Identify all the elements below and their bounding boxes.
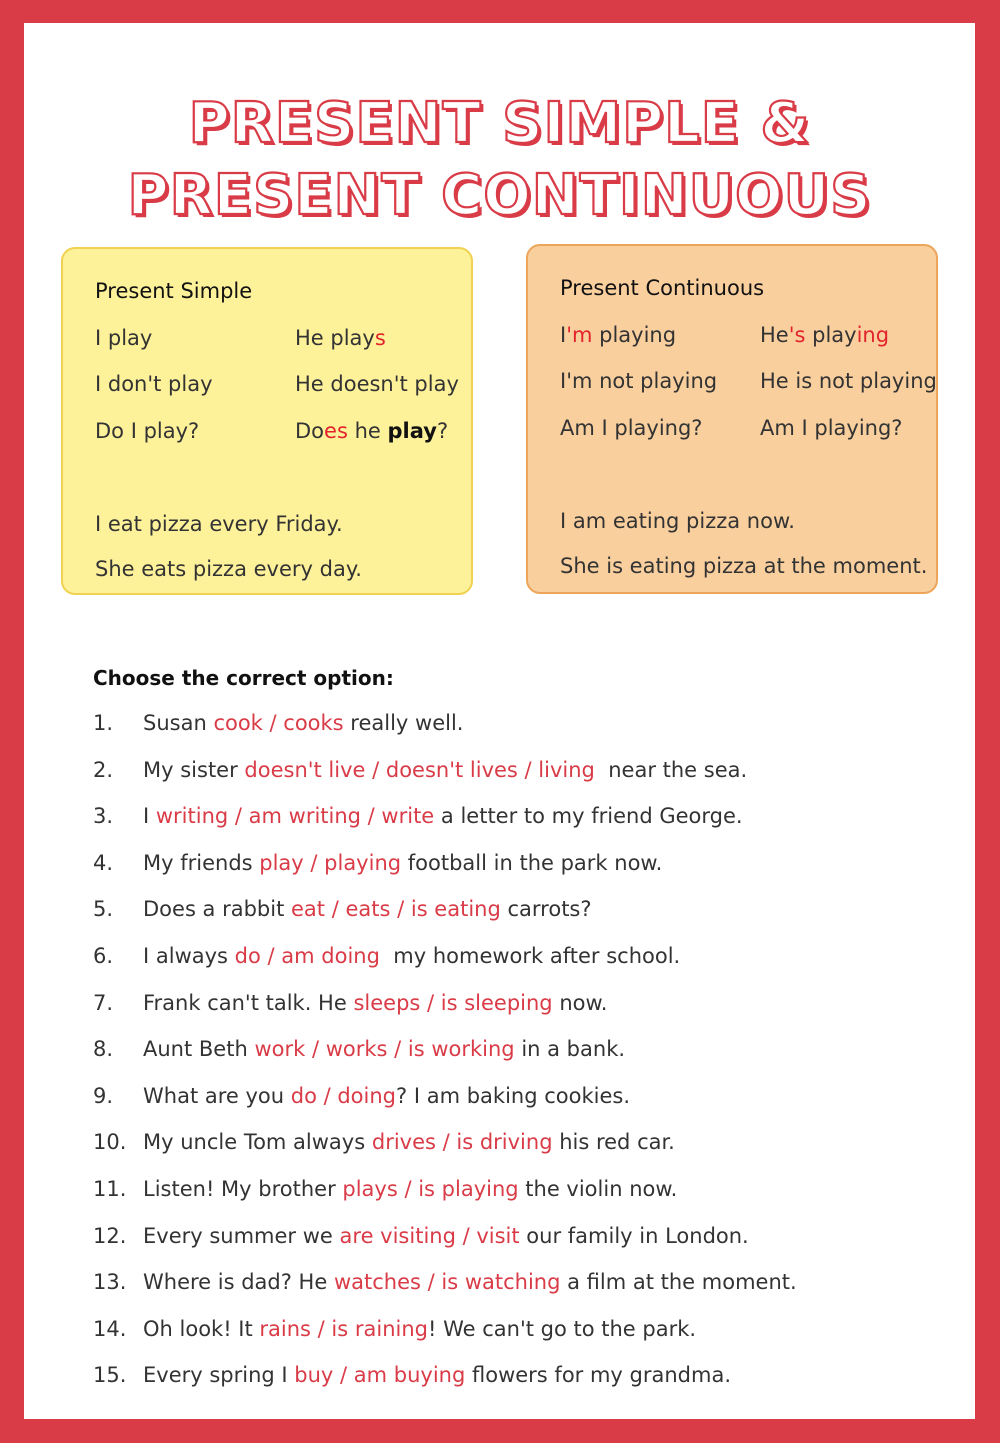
exercise-number: 1. [93, 711, 114, 735]
exercise-text-before: Susan [143, 711, 214, 735]
exercise-number: 3. [93, 804, 114, 829]
exercise-item [93, 758, 747, 782]
exercise-options[interactable]: drives / is driving [371, 1130, 553, 1155]
pc-row3-col2: Am I playing? [760, 416, 903, 440]
pc-row2-col2: He is not playing [760, 369, 937, 393]
exercise-text-before: Every spring I [143, 1363, 295, 1388]
exercise-text-after: now. [552, 990, 608, 1015]
ps-example-1: I eat pizza every Friday. [95, 512, 343, 536]
ps-row1-col2: He plays [295, 326, 386, 350]
exercise-item [93, 1177, 677, 1201]
exercise-text-before: What are you [143, 1083, 291, 1108]
exercise-text-after: his red car. [552, 1130, 675, 1155]
pc-row3-col1: Am I playing? [560, 416, 703, 440]
exercise-instruction: Choose the correct option: [93, 666, 394, 690]
exercise-text-after: the violin now. [518, 1177, 678, 1201]
exercise-options[interactable]: sleeps / is sleeping [353, 990, 553, 1015]
present-continuous-heading: Present Continuous [560, 276, 765, 300]
exercise-options[interactable]: plays / is playing [342, 1177, 519, 1201]
present-continuous-box [526, 244, 938, 594]
exercise-number: 5. [93, 897, 114, 922]
ps-row2-col1: I don't play [95, 372, 213, 396]
exercise-text-after: a film at the moment. [560, 1270, 797, 1295]
ps-row3-col1: Do I play? [95, 419, 200, 443]
exercise-item [93, 1037, 625, 1061]
exercise-item [93, 1130, 675, 1154]
exercise-item [93, 944, 680, 968]
exercise-number: 12. [93, 1223, 127, 1248]
title-line-1: PRESENT SIMPLE & [188, 91, 811, 156]
exercise-text-before: Aunt Beth [143, 1037, 255, 1062]
exercise-text-before: I [143, 804, 156, 829]
present-simple-box [61, 247, 473, 595]
exercise-number: 4. [93, 850, 114, 875]
exercise-text-after: near the sea. [594, 757, 748, 782]
exercise-item [93, 851, 662, 875]
exercise-item [93, 804, 743, 828]
exercise-item [93, 1224, 749, 1248]
exercise-text-after: a letter to my friend George. [434, 804, 743, 829]
ps-row3-col2: Does he play? [295, 419, 449, 443]
exercise-text-before: Oh look! It [143, 1316, 260, 1341]
exercise-text-after: in a bank. [514, 1037, 626, 1062]
pc-example-1: I am eating pizza now. [560, 509, 795, 533]
exercise-number: 11. [93, 1177, 127, 1201]
pc-row2-col1: I'm not playing [560, 369, 718, 393]
exercise-text-after: my homework after school. [379, 944, 681, 968]
exercise-options[interactable]: buy / am buying [294, 1363, 466, 1388]
exercise-text-before: Frank can't talk. He [143, 990, 354, 1015]
exercise-item [93, 1317, 696, 1341]
exercise-item [93, 711, 463, 735]
exercise-item [93, 1363, 731, 1387]
exercise-options[interactable]: watches / is watching [333, 1270, 561, 1295]
exercise-number: 2. [93, 757, 114, 782]
pc-row1-col1: I'm playing [560, 323, 677, 347]
exercise-item [93, 1270, 797, 1294]
exercise-text-after: football in the park now. [401, 850, 663, 875]
ps-row1-col1: I play [95, 326, 153, 350]
exercise-text-before: Where is dad? He [143, 1270, 334, 1295]
worksheet-page [24, 23, 975, 1419]
exercise-text-after: our family in London. [519, 1223, 749, 1248]
exercise-options[interactable]: do / am doing [234, 944, 380, 968]
exercise-options[interactable]: doesn't live / doesn't lives / living [244, 757, 595, 782]
exercise-number: 8. [93, 1037, 114, 1062]
exercise-text-before: I always [143, 944, 235, 968]
exercise-text-before: Every summer we [143, 1223, 340, 1248]
exercise-item [93, 897, 592, 921]
exercise-text-before: My sister [143, 757, 245, 782]
exercise-text-before: Does a rabbit [143, 897, 292, 922]
exercise-options[interactable]: writing / am writing / write [155, 804, 435, 829]
exercise-number: 13. [93, 1270, 127, 1295]
exercise-item [93, 1084, 630, 1108]
exercise-number: 10. [93, 1130, 127, 1155]
exercise-text-after: really well. [343, 711, 464, 735]
pc-row1-col2: He's playing [760, 323, 890, 347]
ps-row2-col2: He doesn't play [295, 372, 459, 396]
exercise-number: 15. [93, 1363, 127, 1388]
pc-example-2: She is eating pizza at the moment. [560, 554, 928, 578]
present-simple-heading: Present Simple [95, 279, 253, 303]
exercise-options[interactable]: are visiting / visit [339, 1223, 520, 1248]
exercise-text-before: My friends [143, 850, 260, 875]
exercise-options[interactable]: do / doing [290, 1083, 397, 1108]
exercise-text-after: carrots? [500, 897, 592, 922]
exercise-text-after: ! We can't go to the park. [428, 1316, 697, 1341]
exercise-options[interactable]: work / works / is working [254, 1037, 515, 1062]
exercise-number: 9. [93, 1083, 114, 1108]
exercise-number: 7. [93, 990, 114, 1015]
ps-example-2: She eats pizza every day. [95, 557, 362, 581]
exercise-text-before: Listen! My brother [143, 1177, 343, 1201]
exercise-item [93, 991, 607, 1015]
exercise-options[interactable]: eat / eats / is eating [291, 897, 501, 922]
exercise-number: 6. [93, 944, 114, 968]
exercise-text-before: My uncle Tom always [143, 1130, 372, 1155]
exercise-text-after: ? I am baking cookies. [396, 1083, 630, 1108]
exercise-text-after: flowers for my grandma. [465, 1363, 732, 1388]
exercise-options[interactable]: rains / is raining [259, 1316, 428, 1341]
exercise-options[interactable]: cook / cooks [213, 711, 344, 735]
title-line-2: PRESENT CONTINUOUS [127, 163, 872, 228]
exercise-options[interactable]: play / playing [259, 850, 402, 875]
exercise-number: 14. [93, 1316, 127, 1341]
